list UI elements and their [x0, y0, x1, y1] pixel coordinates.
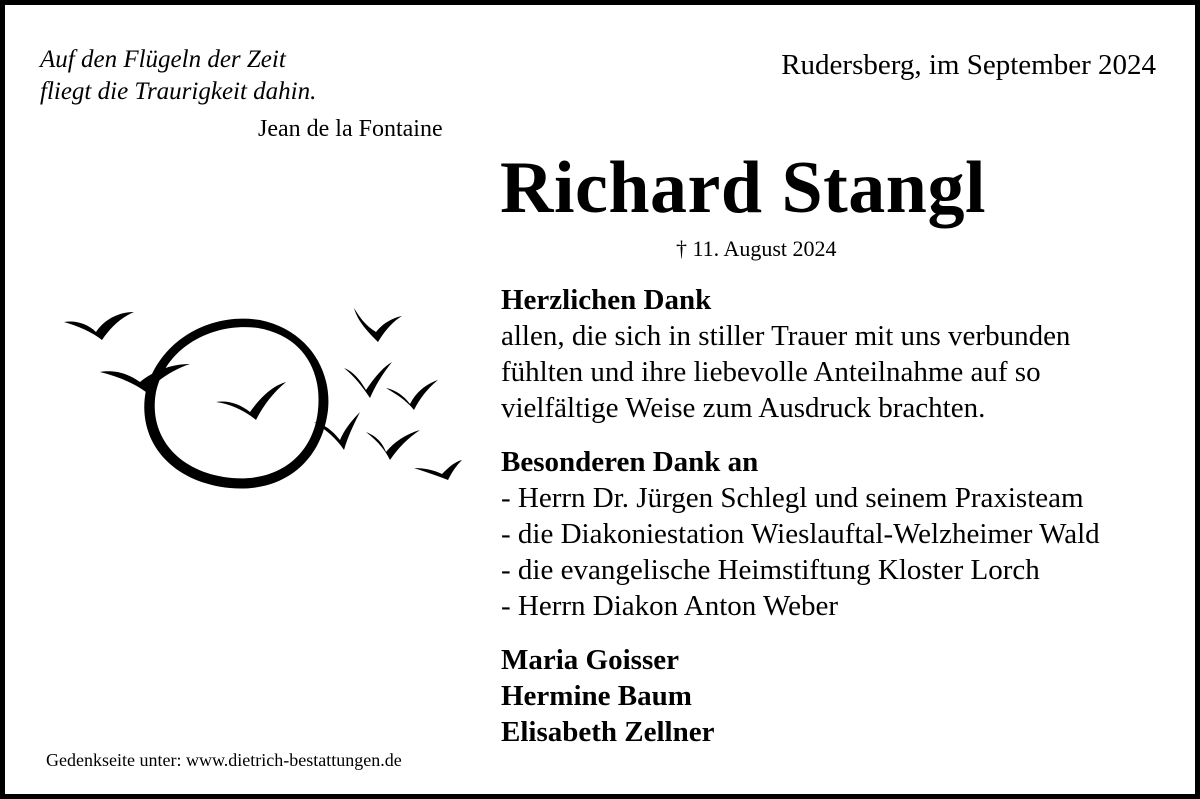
signers: [501, 642, 714, 750]
thanks-line: allen, die sich in stiller Trauer mit uns verbunden: [501, 320, 1071, 352]
special-thanks-item: - Herrn Diakon Anton Weber: [501, 590, 838, 622]
thanks-line: vielfältige Weise zum Ausdruck brachten.: [501, 392, 986, 424]
death-date: † 11. August 2024: [676, 236, 837, 261]
moon-birds-icon: [60, 300, 470, 500]
bird-icon: [366, 430, 420, 460]
bird-icon: [64, 312, 134, 340]
special-thanks-item: - Herrn Dr. Jürgen Schlegl und seinem Praxisteam: [501, 482, 1084, 514]
signer-name: Hermine Baum: [501, 680, 692, 712]
quote-line: Auf den Flügeln der Zeit: [40, 46, 286, 73]
thanks-section: [501, 282, 1070, 426]
place-date: Rudersberg, im September 2024: [781, 49, 1156, 81]
quote-author: Jean de la Fontaine: [258, 116, 443, 142]
deceased-name: Richard Stangl: [500, 147, 987, 229]
bird-icon: [414, 460, 462, 480]
bird-icon: [386, 380, 438, 410]
memorial-page-link: Gedenkseite unter: www.dietrich-bestattungen.de: [46, 750, 402, 770]
bird-icon: [100, 364, 190, 392]
special-thanks-section: [501, 444, 1100, 624]
thanks-heading: Herzlichen Dank: [501, 284, 712, 316]
special-thanks-heading: Besonderen Dank an: [501, 446, 759, 478]
signer-name: Elisabeth Zellner: [501, 716, 715, 748]
bird-icon: [344, 362, 392, 398]
quote-line: fliegt die Traurigkeit dahin.: [40, 78, 317, 105]
special-thanks-item: - die Diakoniestation Wieslauftal-Welzheimer Wald: [501, 518, 1100, 550]
moon-circle: [144, 319, 328, 489]
bird-icon: [354, 308, 402, 342]
quote: [40, 44, 316, 108]
special-thanks-item: - die evangelische Heimstiftung Kloster Lorch: [501, 554, 1040, 586]
signer-name: Maria Goisser: [501, 644, 679, 676]
bird-icon: [216, 382, 286, 420]
thanks-line: fühlten und ihre liebevolle Anteilnahme auf so: [501, 356, 1041, 388]
